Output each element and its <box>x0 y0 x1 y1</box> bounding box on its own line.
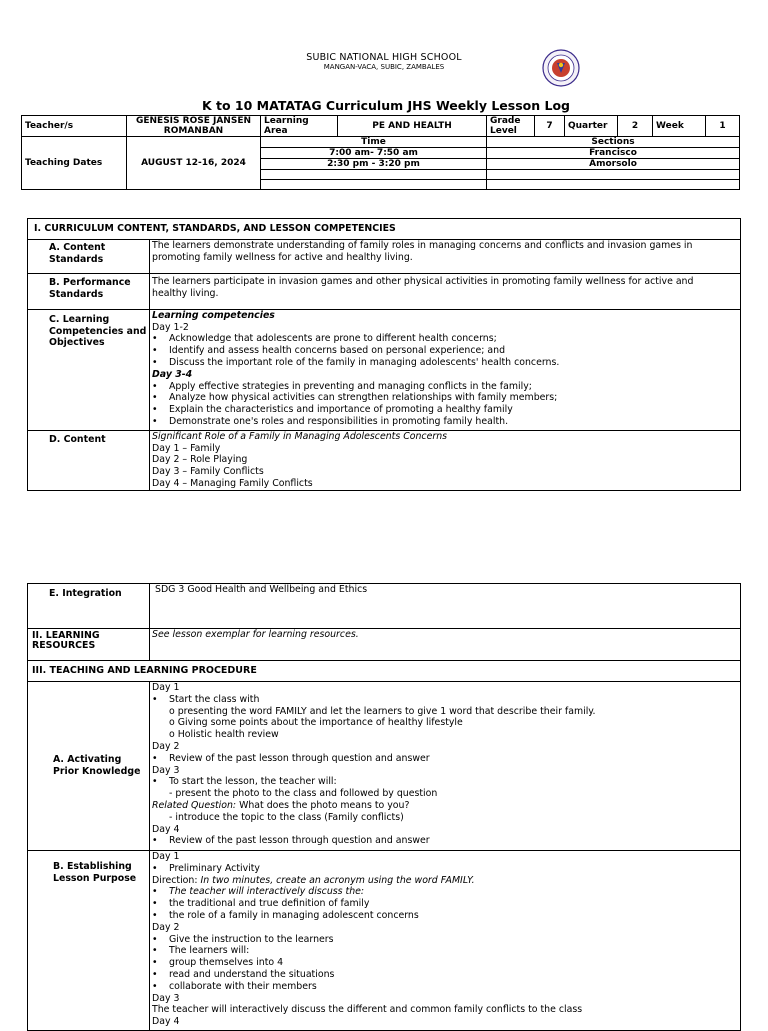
teacher-value: GENESIS ROSE JANSEN ROMANBAN <box>127 116 261 137</box>
time-slot-empty <box>261 170 487 180</box>
time-slot-empty <box>261 180 487 190</box>
list-item: Day 4 – Managing Family Conflicts <box>152 477 313 489</box>
list-item: Day 3 – Family Conflicts <box>152 466 264 478</box>
grade-level-value: 7 <box>535 116 565 137</box>
integration-label: E. Integration <box>28 584 150 629</box>
section-name: Francisco <box>487 148 740 159</box>
teaching-dates-value: AUGUST 12-16, 2024 <box>127 137 261 190</box>
performance-standards-value: The learners participate in invasion games and other physical activities in promoting family wellness for active and healthy living. <box>150 273 741 309</box>
section-heading: I. CURRICULUM CONTENT, STANDARDS, AND LESSON COMPETENCIES <box>28 219 741 240</box>
integration-value: SDG 3 Good Health and Wellbeing and Ethics <box>150 584 741 629</box>
procedure-heading: III. TEACHING AND LEARNING PROCEDURE <box>28 661 741 682</box>
list-item: • Explain the characteristics and importance of promoting a healthy family <box>152 404 738 416</box>
establishing-value: Day 1 • Preliminary Activity Direction: In two minutes, create an acronym using the word FAMILY. • The teacher will interactively discuss the: • the traditional and true definition of family • the role of a family in managing adolescent concerns Day 2 • Give the instruction to the learners • The learners will: • group themselves into 4 • read and understand the situations • collaborate with their members Day 3 The teacher will interactively discuss the different and common family conflicts to the class Day 4 <box>150 851 741 1031</box>
list-item: • Identify and assess health concerns based on personal experience; and <box>152 345 738 357</box>
grade-level-label: Grade Level <box>487 116 535 137</box>
header-table <box>21 115 740 190</box>
list-item: • Demonstrate one's roles and responsibilities in promoting family health. <box>152 416 738 428</box>
curriculum-table <box>27 218 741 491</box>
list-item: • Acknowledge that adolescents are prone to different health concerns; <box>152 333 738 345</box>
section-empty <box>487 170 740 180</box>
activating-label: A. Activating Prior Knowledge <box>28 682 150 851</box>
week-label: Week <box>653 116 706 137</box>
competencies-value: Learning competencies Day 1-2 • Acknowledge that adolescents are prone to different health concerns; • Identify and assess health concerns based on personal experience; and • Discuss the important role of the family in managing adolescents' health concerns. Day 3-4 • Apply effective strategies in preventing and managing conflicts in the family; • Analyze how physical activities can strengthen relationships with family members; • Explain the characteristics and importance of promoting a healthy family • Demonstrate one's roles and responsibilities in promoting family health. <box>150 309 741 430</box>
list-item: • Discuss the important role of the family in managing adolescents' health concerns. <box>152 357 738 369</box>
teacher-label: Teacher/s <box>22 116 127 137</box>
content-label: D. Content <box>28 430 150 490</box>
section-name: Amorsolo <box>487 159 740 170</box>
establishing-label: B. Establishing Lesson Purpose <box>28 851 150 1031</box>
list-item: Day 1 – Family <box>152 442 221 454</box>
sections-header: Sections <box>487 137 740 148</box>
content-standards-value: The learners demonstrate understanding of family roles in managing concerns and conflicts and invasion games in promoting family wellness for active and healthy living. <box>150 239 741 273</box>
performance-standards-label: B. Performance Standards <box>28 273 150 309</box>
competencies-label: C. Learning Competencies and Objectives <box>28 309 150 430</box>
learning-resources-label: II. LEARNING RESOURCES <box>28 629 150 661</box>
teaching-dates-label: Teaching Dates <box>22 137 127 190</box>
content-value: Significant Role of a Family in Managing Adolescents Concerns Day 1 – Family Day 2 – Role Playing Day 3 – Family Conflicts Day 4 – Managing Family Conflicts <box>150 430 741 490</box>
procedure-table <box>27 583 741 1031</box>
list-item: • Analyze how physical activities can strengthen relationships with family members; <box>152 392 738 404</box>
section-empty <box>487 180 740 190</box>
learning-area-value: PE AND HEALTH <box>338 116 487 137</box>
quarter-value: 2 <box>618 116 653 137</box>
time-slot: 7:00 am- 7:50 am <box>261 148 487 159</box>
content-standards-label: A. Content Standards <box>28 239 150 273</box>
quarter-label: Quarter <box>565 116 618 137</box>
learning-resources-value: See lesson exemplar for learning resources. <box>150 629 741 661</box>
document-title: K to 10 MATATAG Curriculum JHS Weekly Lesson Log <box>201 98 571 113</box>
time-slot: 2:30 pm - 3:20 pm <box>261 159 487 170</box>
activating-value: Day 1 • Start the class with o presenting the word FAMILY and let the learners to give 1 word that describe their family. o Giving some points about the importance of healthy lifestyle o Holistic health review Day 2 • Review of the past lesson through question and answer Day 3 • To start the lesson, the teacher will: - present the photo to the class and followed by question Related Question: What does the photo means to you? - introduce the topic to the class (Family conflicts) Day 4 • Review of the past lesson through question and answer <box>150 682 741 851</box>
list-item: • Apply effective strategies in preventing and managing conflicts in the family; <box>152 381 738 393</box>
time-header: Time <box>261 137 487 148</box>
deped-seal-icon <box>538 49 584 87</box>
learning-area-label: Learning Area <box>261 116 338 137</box>
school-address: MANGAN-VACA, SUBIC, ZAMBALES <box>323 63 445 71</box>
week-value: 1 <box>706 116 740 137</box>
list-item: Day 2 – Role Playing <box>152 454 248 466</box>
school-name: SUBIC NATIONAL HIGH SCHOOL <box>306 52 462 63</box>
